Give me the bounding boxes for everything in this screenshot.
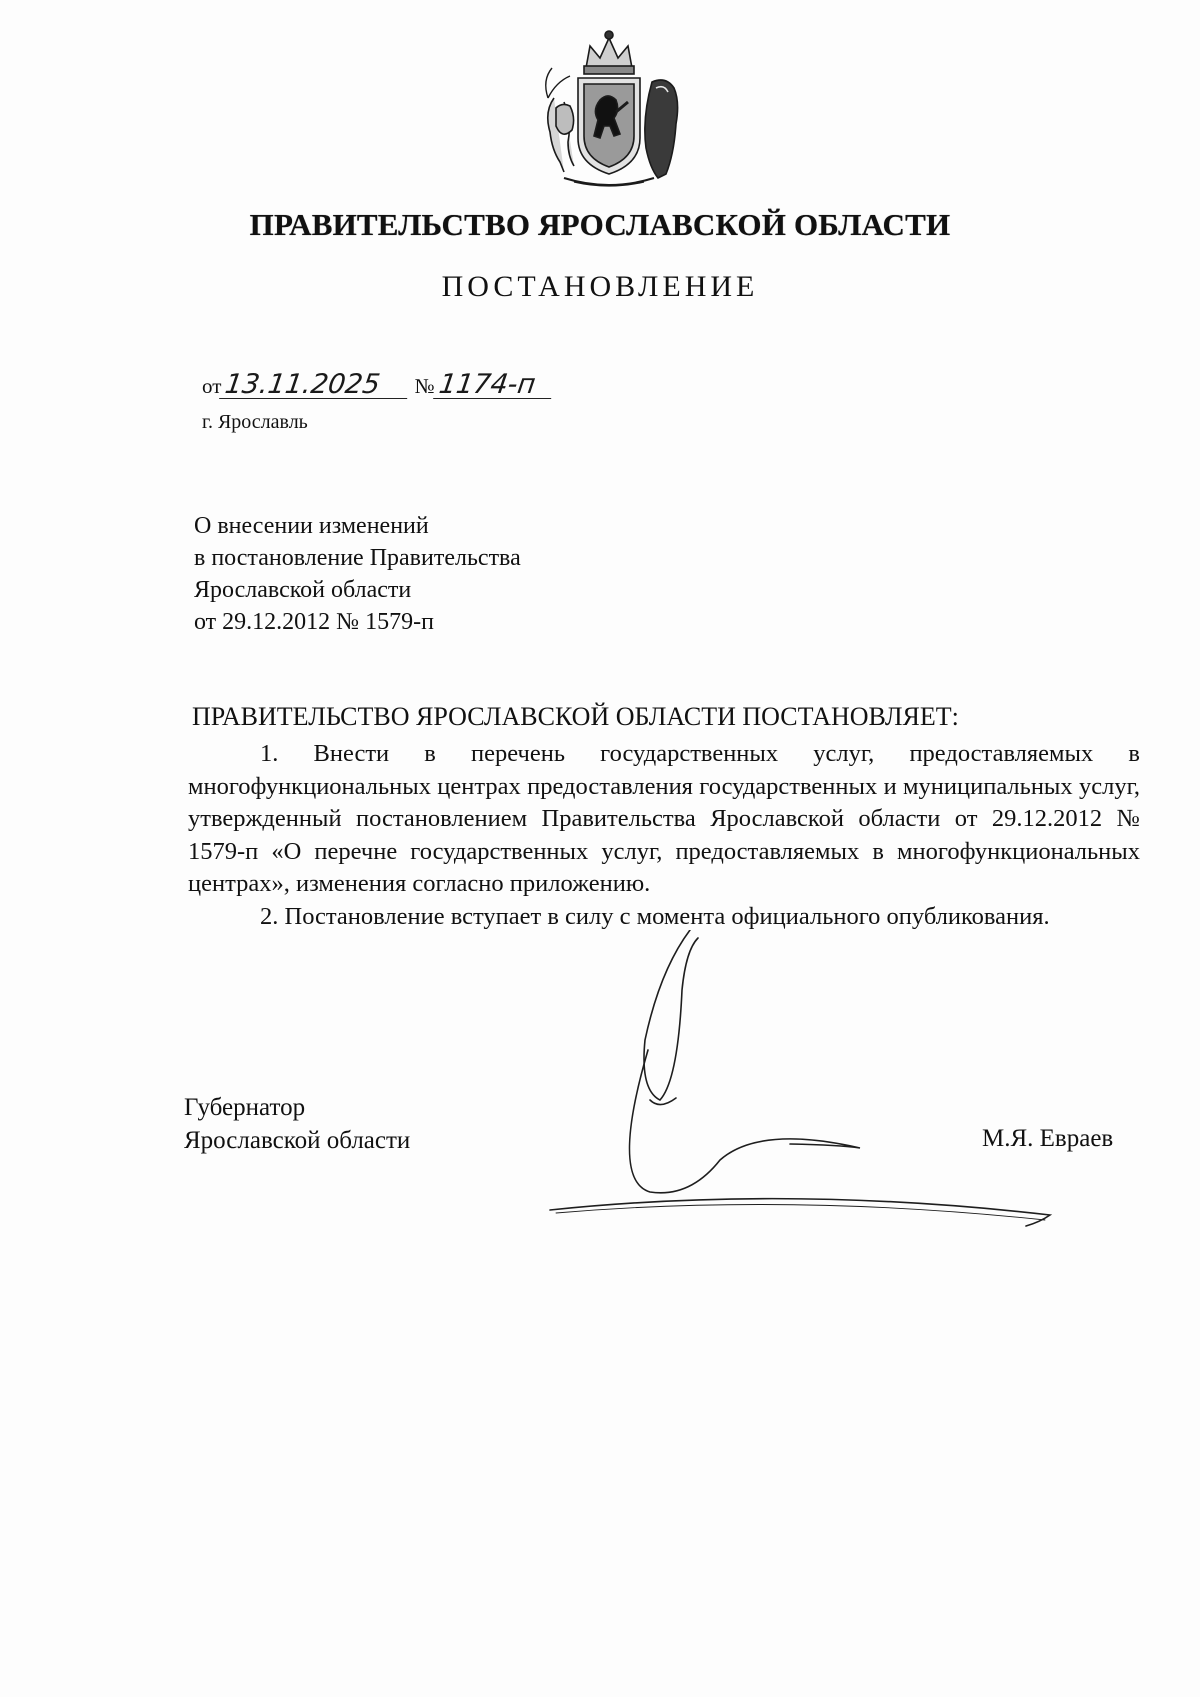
date-prefix: от <box>202 374 222 398</box>
handwritten-signature <box>540 930 1100 1260</box>
document-subject <box>194 510 521 638</box>
document-type: ПОСТАНОВЛЕНИЕ <box>441 270 759 303</box>
body-paragraph-1: 1. Внести в перечень государственных услуг, предоставляемых в многофункциональных центрах предоставления государственных и муниципальных услуг, утвержденный постановлением Правительства Ярославской области от 29.12.2012 № 1579-п «О перечне государственных услуг, предоставляемых в многофункциональных центрах», изменения согласно приложению. <box>188 740 1140 897</box>
body-paragraph-2: 2. Постановление вступает в силу с момента официального опубликования. <box>260 902 1050 930</box>
handwritten-date: 13.11.2025 <box>220 372 412 399</box>
government-title: ПРАВИТЕЛЬСТВО ЯРОСЛАВСКОЙ ОБЛАСТИ <box>249 207 951 242</box>
subject-line: в постановление Правительства <box>194 545 521 571</box>
city-label: г. Ярославль <box>202 411 308 433</box>
signatory-name: М.Я. Евраев <box>982 1125 1114 1152</box>
signatory-position <box>184 1091 410 1157</box>
subject-line: от 29.12.2012 № 1579-п <box>194 609 434 635</box>
handwritten-number: 1174-п <box>433 372 555 399</box>
subject-line: Ярославской области <box>194 577 412 603</box>
subject-line: О внесении изменений <box>194 513 429 539</box>
position-line: Ярославской области <box>184 1127 411 1154</box>
position-line: Губернатор <box>184 1094 306 1121</box>
decree-heading: ПРАВИТЕЛЬСТВО ЯРОСЛАВСКОЙ ОБЛАСТИ ПОСТАНОВЛЯЕТ: <box>192 702 959 731</box>
number-prefix: № <box>414 374 435 398</box>
document-body <box>188 738 1140 933</box>
registration-line <box>202 369 553 400</box>
coat-of-arms-emblem <box>534 28 684 190</box>
